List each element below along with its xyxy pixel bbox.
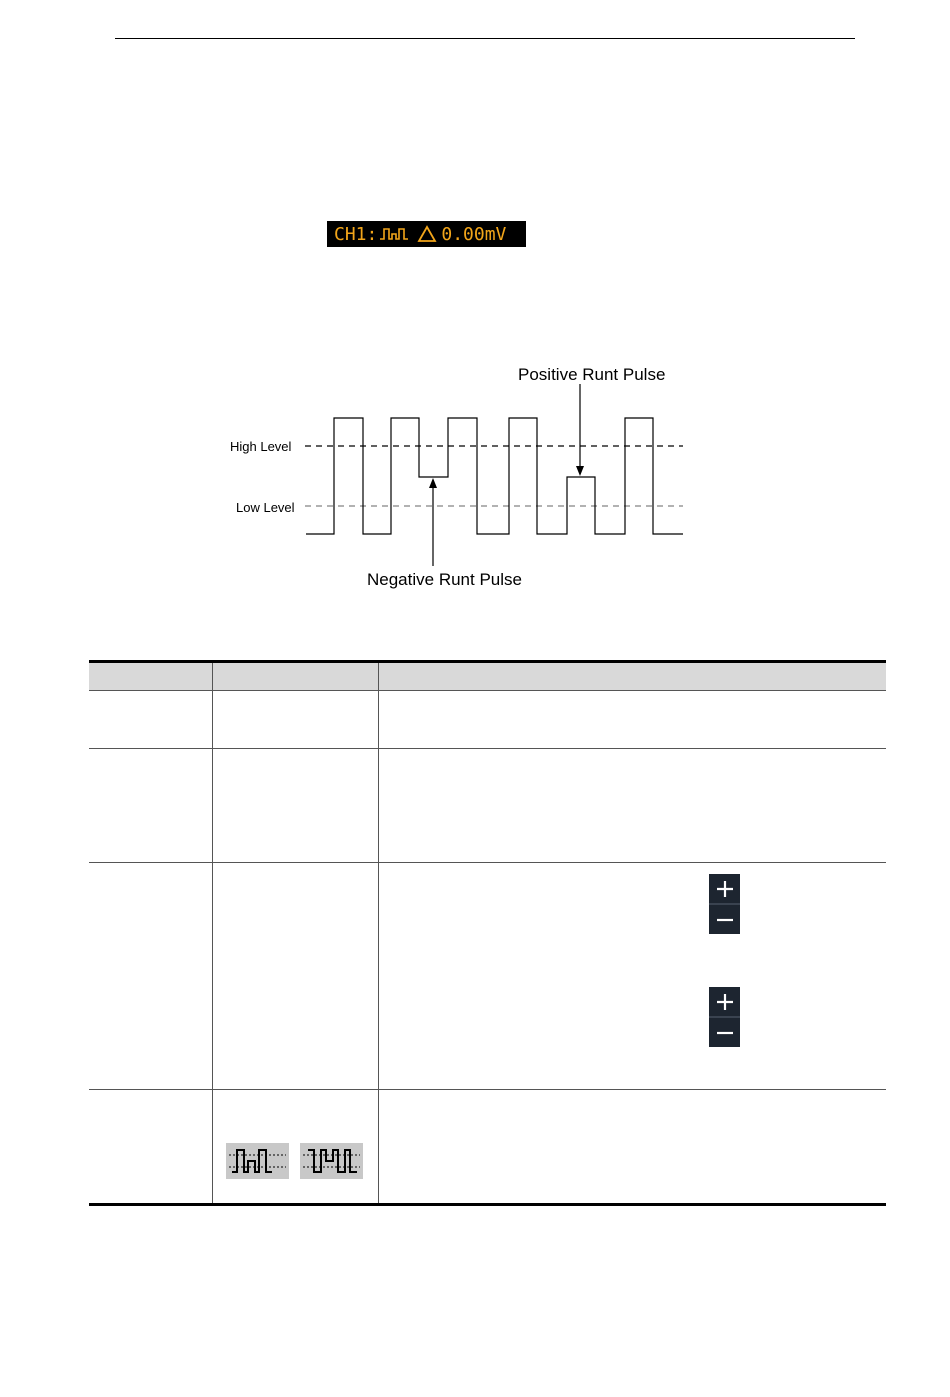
minus-icon[interactable] (709, 905, 740, 934)
negative-runt-polarity-icon[interactable] (300, 1143, 363, 1179)
negative-runt-label: Negative Runt Pulse (367, 570, 522, 589)
settings-table (89, 660, 886, 1206)
waveform (306, 418, 683, 534)
table-column-divider (212, 663, 213, 1203)
plus-icon[interactable] (709, 874, 740, 903)
low-level-label: Low Level (236, 500, 295, 515)
table-header-row (89, 663, 886, 690)
table-bottom-rule (89, 1203, 886, 1206)
upper-level-adjust-button[interactable] (709, 874, 740, 934)
channel-label: CH1: (334, 223, 378, 245)
negative-runt-arrowhead (429, 478, 437, 488)
table-column-divider (378, 663, 379, 1203)
high-level-label: High Level (230, 439, 292, 454)
minus-icon[interactable] (709, 1018, 740, 1047)
plus-icon[interactable] (709, 987, 740, 1016)
positive-runt-polarity-icon[interactable] (226, 1143, 289, 1179)
runt-pulse-diagram (0, 0, 950, 620)
table-row-divider (89, 748, 886, 749)
positive-runt-label: Positive Runt Pulse (518, 365, 666, 384)
lower-level-adjust-button[interactable] (709, 987, 740, 1047)
table-row-divider (89, 862, 886, 863)
table-row-divider (89, 690, 886, 691)
level-value: 0.00mV (441, 223, 507, 245)
positive-runt-arrowhead (576, 466, 584, 476)
table-row-divider (89, 1089, 886, 1090)
